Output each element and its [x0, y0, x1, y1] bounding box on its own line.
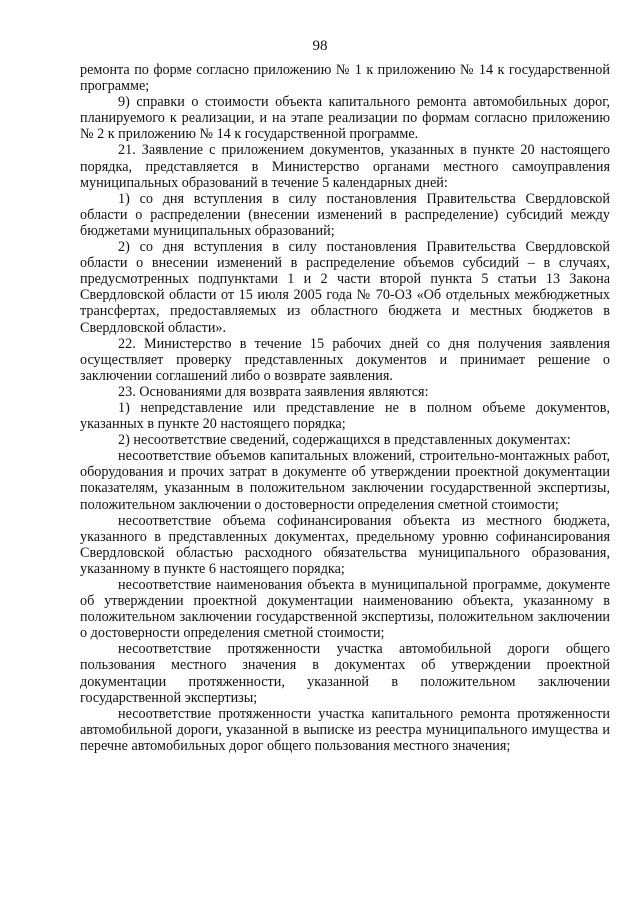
paragraph: 2) несоответствие сведений, содержащихся в представленных документах: — [118, 432, 571, 449]
paragraph: несоответствие наименования объекта в муниципальной программе, документе об утверждении проектной документации наименованию объекта, указанному в положительном заключении государственной экспертизы, положительном заключении о достоверности определения сметной стоимости; — [80, 577, 610, 642]
paragraph: 9) справки о стоимости объекта капитального ремонта автомобильных дорог, планируемого к реализации, и на этапе реализации по формам согласно приложению № 2 к приложению № 14 к государственной программе. — [80, 94, 610, 143]
paragraph: несоответствие протяженности участка автомобильной дороги общего пользования местного значения в документах об утверждении проектной документации протяженности, указанной в положительном заключении государственной экспертизы; — [80, 641, 610, 706]
paragraph: 2) со дня вступления в силу постановления Правительства Свердловской области о внесении изменений в распределение объемов субсидий – в случаях, предусмотренных подпунктами 1 и 2 части второй пункта 5 статьи 13 Закона Свердловской области от 15 июля 2005 года № 70-ОЗ «Об отдельных межбюджетных трансфертах, предоставляемых из областного бюджета и местных бюджетов в Свердловской области». — [80, 239, 610, 336]
paragraph: несоответствие объема софинансирования объекта из местного бюджета, указанного в представленных документах, предельному уровню софинансирования Свердловской областью расходного обязательства муниципального образования, указанному в пункте 6 настоящего порядка; — [80, 512, 610, 577]
paragraph: 22. Министерство в течение 15 рабочих дней со дня получения заявления осуществляет проверку представленных документов и принимает решение о заключении соглашений либо о возврате заявления. — [80, 335, 610, 384]
paragraph: ремонта по форме согласно приложению № 1 к приложению № 14 к государственной программе; — [80, 62, 610, 95]
paragraph: 1) со дня вступления в силу постановления Правительства Свердловской области о распределении (внесении изменений в распределение) субсидий между бюджетами муниципальных образований; — [80, 190, 610, 239]
paragraph: несоответствие протяженности участка капитального ремонта протяженности автомобильной дороги, указанной в выписке из реестра муниципального имущества и перечне автомобильных дорог общего пользования местного значения; — [80, 705, 610, 754]
paragraph: 1) непредставление или представление не в полном объеме документов, указанных в пункте 20 настоящего порядка; — [80, 399, 610, 433]
paragraph: 23. Основаниями для возврата заявления являются: — [118, 383, 429, 400]
paragraph: несоответствие объемов капитальных вложений, строительно-монтажных работ, оборудования и прочих затрат в документе об утверждении проектной документации показателям, указанным в положительном заключении государственной экспертизы, положительном заключении о достоверности определения сметной стоимости; — [80, 448, 610, 513]
document-body — [80, 62, 610, 754]
paragraph: 21. Заявление с приложением документов, указанных в пункте 20 настоящего порядка, представляется в Министерство органами местного самоуправления муниципальных образований в течение 5 календарных дней: — [80, 142, 610, 191]
page-number: 98 — [312, 38, 328, 54]
